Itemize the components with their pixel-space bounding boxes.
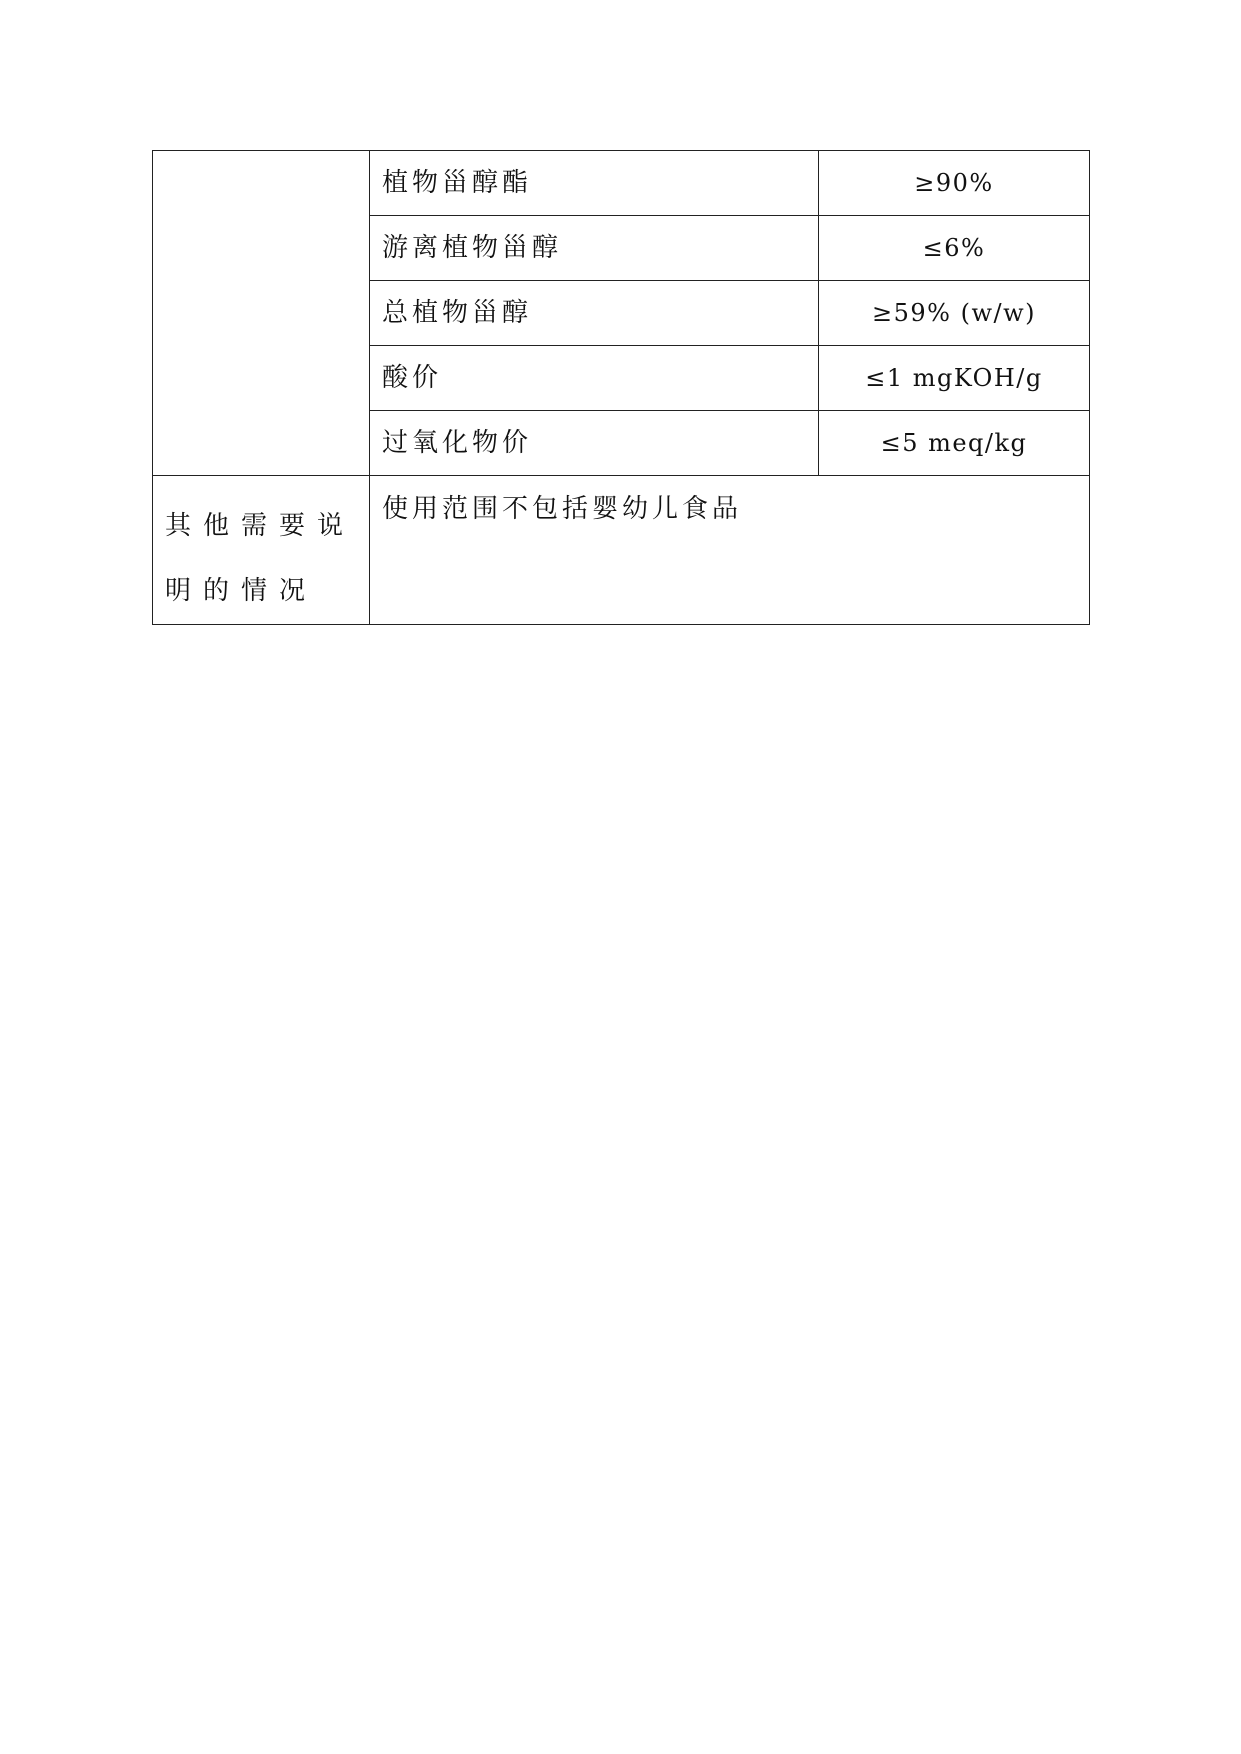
item-name-cell: 游离植物甾醇 <box>370 216 819 281</box>
item-value-cell: ≤1 mgKOH/g <box>819 346 1090 411</box>
item-value-cell: ≤6% <box>819 216 1090 281</box>
item-name-cell: 植物甾醇酯 <box>370 151 819 216</box>
table-row <box>153 151 1090 216</box>
item-name-cell: 酸价 <box>370 346 819 411</box>
specification-table <box>152 150 1090 625</box>
blank-category-cell <box>153 151 370 476</box>
item-value-cell: ≤5 meq/kg <box>819 411 1090 476</box>
item-name-cell: 总植物甾醇 <box>370 281 819 346</box>
item-value-cell: ≥90% <box>819 151 1090 216</box>
notes-row <box>153 476 1090 625</box>
notes-label-cell: 其他需要说明的情况 <box>153 476 370 625</box>
item-name-cell: 过氧化物价 <box>370 411 819 476</box>
item-value-cell: ≥59% (w/w) <box>819 281 1090 346</box>
notes-text-cell: 使用范围不包括婴幼儿食品 <box>370 476 1090 625</box>
